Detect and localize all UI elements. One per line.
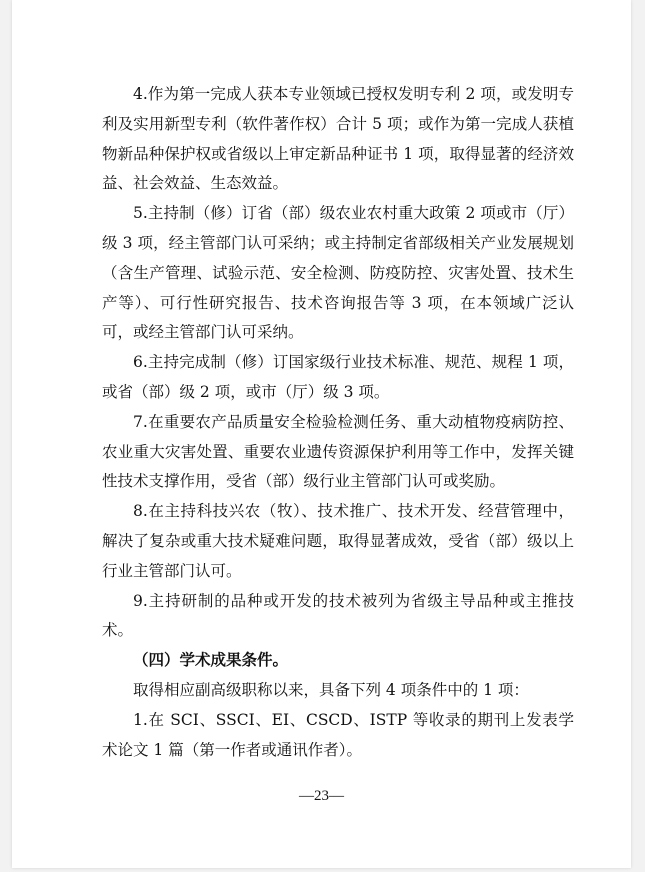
paragraph-item-1: 1.在 SCI、SSCI、EI、CSCD、ISTP 等收录的期刊上发表学术论文 1 篇（第一作者或通讯作者）。 [102, 710, 574, 759]
section-intro: 取得相应副高级职称以来，具备下列 4 项条件中的 1 项： [133, 680, 529, 699]
paragraph-item-4: 4.作为第一完成人获本专业领域已授权发明专利 2 项，或发明专利及实用新型专利（软件著作权）合计 5 项；或作为第一完成人获植物新品种保护权或省级以上审定新品种证书 1 项，取得显著的经济效益、社会效益、生态效益。 [102, 85, 574, 193]
paragraph-item-8: 8.在主持科技兴农（牧）、技术推广、技术开发、经营管理中，解决了复杂或重大技术疑难问题，取得显著成效，受省（部）级以上行业主管部门认可。 [102, 502, 574, 580]
paragraph-item-6: 6.主持完成制（修）订国家级行业技术标准、规范、规程 1 项，或省（部）级 2 项，或市（厅）级 3 项。 [102, 353, 574, 401]
paragraph-item-5: 5.主持制（修）订省（部）级农业农村重大政策 2 项或市（厅）级 3 项，经主管部门认可采纳；或主持制定省部级相关产业发展规划（含生产管理、试验示范、安全检测、防疫防控、灾害处置、技术生产等）、可行性研究报告、技术咨询报告等 3 项，在本领域广泛认可，或经主管部门认可采纳。 [102, 204, 574, 342]
paragraph-item-7: 7.在重要农产品质量安全检验检测任务、重大动植物疫病防控、农业重大灾害处置、重要农业遗传资源保护利用等工作中，发挥关键性技术支撑作用，受省（部）级行业主管部门认可或奖励。 [102, 412, 574, 491]
page-number: —23— [299, 788, 344, 804]
page-content [102, 80, 574, 765]
document-page [12, 0, 631, 868]
section-heading: （四）学术成果条件。 [133, 651, 289, 670]
paragraph-item-9: 9.主持研制的品种或开发的技术被列为省级主导品种或主推技术。 [102, 591, 574, 640]
